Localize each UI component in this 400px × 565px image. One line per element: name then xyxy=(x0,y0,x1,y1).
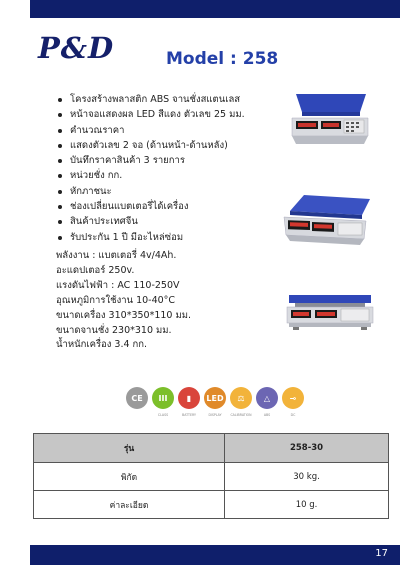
table-header-cell: 258-30 xyxy=(225,434,389,463)
feature-item: หน้าจอแสดงผล LED สีแดง ตัวเลข 25 มม. xyxy=(56,107,256,122)
table-row xyxy=(34,463,389,491)
spec-line: ขนาดจานชั่ง 230*310 มม. xyxy=(56,324,172,336)
spec-table xyxy=(33,433,389,519)
spec-line: น้ำหนักเครื่อง 3.4 กก. xyxy=(56,339,148,351)
certification-icons xyxy=(126,387,304,417)
feature-item: แสดงตัวเลข 2 จอ (ด้านหน้า-ด้านหลัง) xyxy=(56,138,256,153)
model-title: Model : 258 xyxy=(166,49,279,69)
spec-line: ขนาดเครื่อง 310*350*110 มม. xyxy=(56,309,192,321)
brand-logo: P&D xyxy=(38,31,115,65)
ce-icon: CE xyxy=(126,387,148,409)
calibration-icon: ⚖ CALIBRATION xyxy=(230,387,252,409)
spec-line: แรงดันไฟฟ้า : AC 110-250V xyxy=(56,279,180,291)
feature-item: บันทึกราคาสินค้า 3 รายการ xyxy=(56,153,256,168)
spec-line: พลังงาน : แบตเตอรี่ 4v/4Ah. xyxy=(56,250,177,261)
scale-photo-perspective xyxy=(282,193,374,247)
scale-photo-angled xyxy=(288,92,372,154)
led-display-icon: LED DISPLAY xyxy=(204,387,226,409)
bottom-banner xyxy=(30,545,400,565)
spec-line: อุณหภูมิการใช้งาน 10-40°C xyxy=(56,294,176,306)
top-banner xyxy=(30,0,400,18)
battery-icon: ▮ BATTERY xyxy=(178,387,200,409)
table-row xyxy=(34,491,389,519)
table-header-row xyxy=(34,434,389,463)
abs-icon: △ ABS xyxy=(256,387,278,409)
feature-list xyxy=(56,92,256,245)
table-cell: ค่าละเอียด xyxy=(34,491,225,519)
table-header-cell: รุ่น xyxy=(34,434,225,463)
spec-list xyxy=(56,249,191,353)
dc-power-icon: ⊸ DC xyxy=(282,387,304,409)
class-icon: III CLASS xyxy=(152,387,174,409)
feature-item: หน่วยชั่ง กก. xyxy=(56,168,256,183)
feature-item: โครงสร้างพลาสติก ABS จานชั่งสแตนเลส xyxy=(56,92,256,107)
table-cell: 10 g. xyxy=(225,491,389,519)
feature-item: คำนวณราคา xyxy=(56,123,256,138)
feature-item: สินค้าประเทศจีน xyxy=(56,214,256,229)
page-number: 17 xyxy=(375,548,388,559)
scale-photo-front xyxy=(285,293,375,333)
feature-item: รับประกัน 1 ปี มีอะไหล่ซ่อม xyxy=(56,230,256,245)
table-cell: 30 kg. xyxy=(225,463,389,491)
feature-item: ช่องเปลี่ยนแบตเตอรี่ได้เครื่อง xyxy=(56,199,256,214)
feature-item: หักภาชนะ xyxy=(56,184,256,199)
spec-line: อะแดปเตอร์ 250v. xyxy=(56,264,135,276)
table-cell: พิกัด xyxy=(34,463,225,491)
